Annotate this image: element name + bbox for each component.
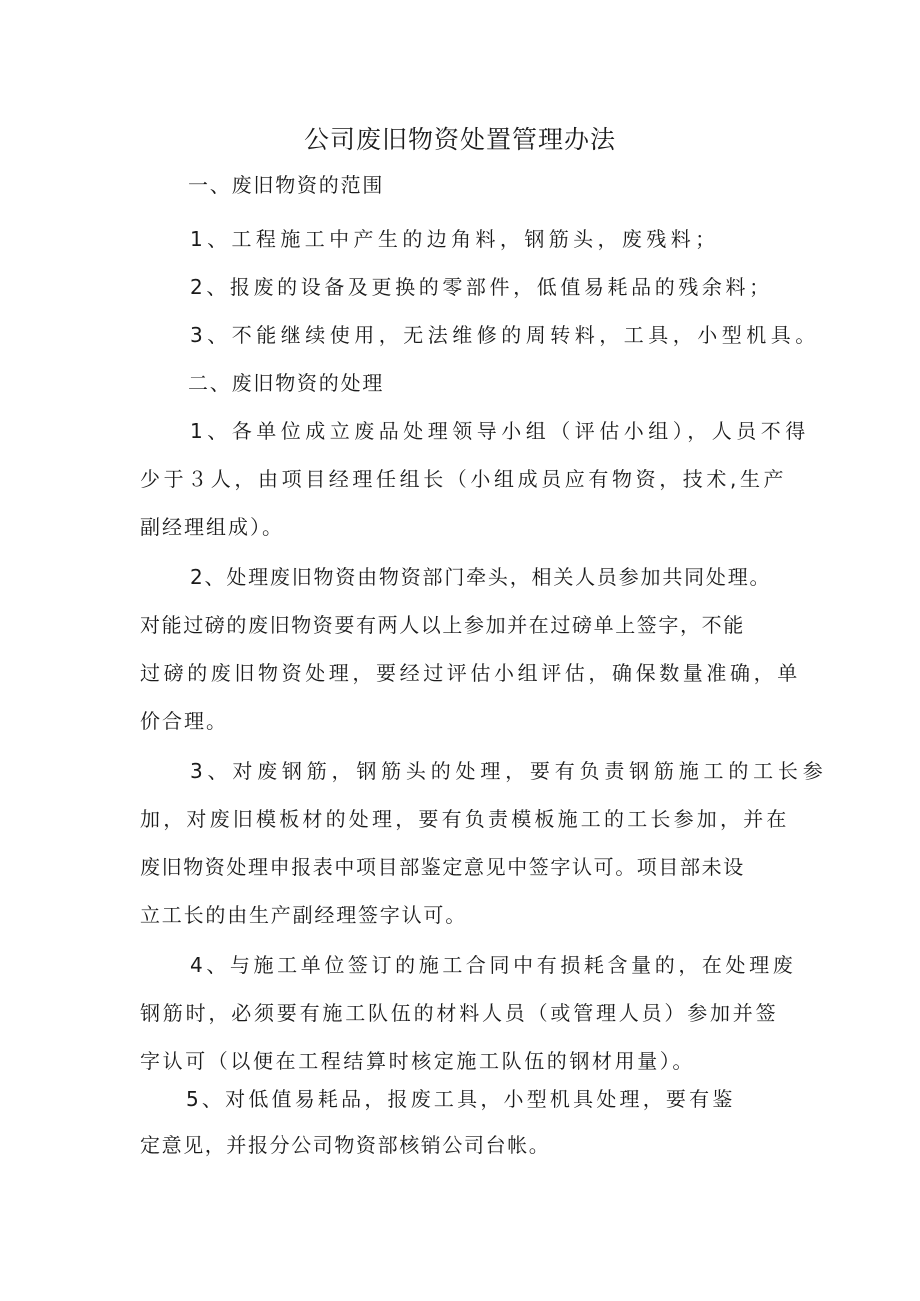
scope-item-3: 3、不能继续使用，无法维修的周转料，工具，小型机具。 <box>190 323 820 347</box>
handling-item-3-line-1: 3、对废钢筋，钢筋头的处理，要有负责钢筋施工的工长参 <box>190 759 828 783</box>
handling-item-3-line-3: 废旧物资处理申报表中项目部鉴定意见中签字认可。项目部未设 <box>140 855 745 879</box>
handling-item-1-line-2: 少于３人，由项目经理任组长（小组成员应有物资，技术,生产 <box>140 467 788 491</box>
handling-item-1-line-1: 1、各单位成立废品处理领导小组（评估小组），人员不得 <box>190 419 810 443</box>
handling-item-3-line-4: 立工长的由生产副经理签字认可。 <box>140 903 467 927</box>
handling-item-2-line-2: 对能过磅的废旧物资要有两人以上参加并在过磅单上签字，不能 <box>140 613 745 637</box>
handling-item-5-line-1: 5、对低值易耗品，报废工具，小型机具处理，要有鉴 <box>186 1087 736 1111</box>
section-heading-scope: 一、废旧物资的范围 <box>188 173 385 197</box>
handling-item-3-line-2: 加，对废旧模板材的处理，要有负责模板施工的工长参加，并在 <box>140 807 790 831</box>
section-heading-handling: 二、废旧物资的处理 <box>188 371 385 395</box>
scope-item-2: 2、报废的设备及更换的零部件，低值易耗品的残余料； <box>190 275 773 299</box>
scope-item-1: 1、工程施工中产生的边角料，钢筋头，废残料； <box>190 227 720 251</box>
handling-item-4-line-1: 4、与施工单位签订的施工合同中有损耗含量的，在处理废 <box>190 953 797 977</box>
handling-item-1-line-3: 副经理组成）。 <box>140 515 284 539</box>
handling-item-5-line-2: 定意见，并报分公司物资部核销公司台帐。 <box>140 1133 551 1157</box>
handling-item-4-line-2: 钢筋时，必须要有施工队伍的材料人员（或管理人员）参加并签 <box>140 1001 779 1025</box>
document-title: 公司废旧物资处置管理办法 <box>303 125 616 154</box>
handling-item-2-line-4: 价合理。 <box>140 709 228 733</box>
handling-item-4-line-3: 字认可（以便在工程结算时核定施工队伍的钢材用量）。 <box>140 1049 695 1073</box>
handling-item-2-line-3: 过磅的废旧物资处理，要经过评估小组评估，确保数量准确，单 <box>140 661 801 685</box>
handling-item-2-line-1: 2、处理废旧物资由物资部门牵头，相关人员参加共同处理。 <box>190 565 772 589</box>
